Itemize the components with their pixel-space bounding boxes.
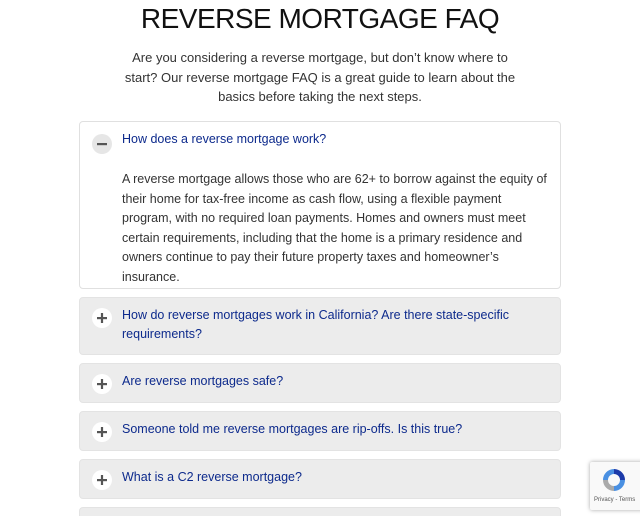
- faq-item-california[interactable]: [79, 297, 561, 355]
- intro-paragraph: Are you considering a reverse mortgage, but don’t know where to start? Our reverse mortgage FAQ is a great guide to learn about the basics before taking the next steps.: [124, 50, 516, 104]
- recaptcha-badge[interactable]: [590, 462, 640, 510]
- faq-header[interactable]: [80, 122, 560, 162]
- faq-question[interactable]: Are reverse mortgages safe?: [122, 374, 284, 388]
- faq-item-next-partial[interactable]: [79, 507, 561, 516]
- faq-question[interactable]: What is a C2 reverse mortgage?: [122, 470, 302, 484]
- faq-answer: A reverse mortgage allows those who are 62+ to borrow against the equity of their home for tax-free income as cash flow, using a flexible payment program, with no required loan payments. Homes and owners must meet certain requirements, including that the home is a primary residence and owners continue to pay their future property taxes and homeowner’s insurance.: [122, 172, 547, 284]
- faq-question[interactable]: Someone told me reverse mortgages are rip-offs. Is this true?: [122, 422, 463, 436]
- faq-item-c2[interactable]: [79, 459, 561, 499]
- plus-icon[interactable]: [92, 308, 112, 328]
- faq-item-safe[interactable]: [79, 363, 561, 403]
- plus-icon[interactable]: [92, 422, 112, 442]
- plus-icon[interactable]: [92, 470, 112, 490]
- faq-item-how-it-works: [79, 121, 561, 289]
- faq-item-rip-offs[interactable]: [79, 411, 561, 451]
- plus-icon[interactable]: [92, 374, 112, 394]
- recaptcha-links[interactable]: Privacy - Terms: [594, 497, 636, 503]
- page-title: REVERSE MORTGAGE FAQ: [140, 3, 500, 34]
- faq-question[interactable]: How do reverse mortgages work in California? Are there state-specific requirements?: [122, 308, 509, 341]
- recaptcha-icon: [601, 467, 627, 493]
- minus-icon[interactable]: [92, 134, 112, 154]
- faq-question[interactable]: How does a reverse mortgage work?: [122, 132, 327, 146]
